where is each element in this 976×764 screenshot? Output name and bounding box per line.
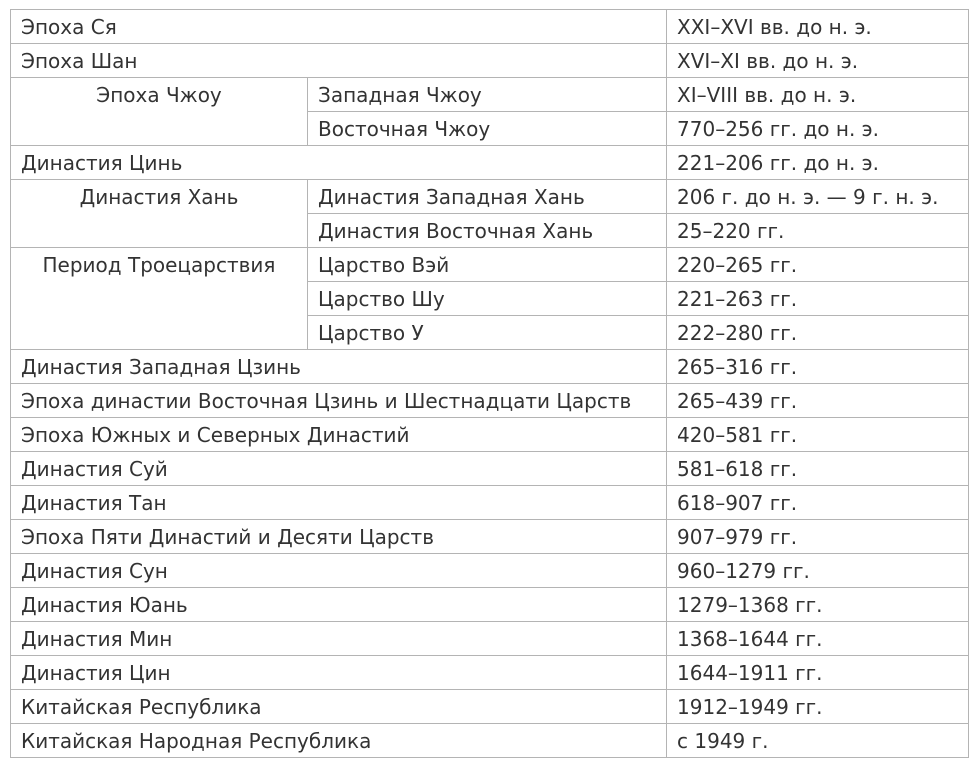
table-row xyxy=(11,78,969,112)
sub-era-cell: Царство Вэй xyxy=(308,248,667,282)
table-row xyxy=(11,10,969,44)
period-cell: XI–VIII вв. до н. э. xyxy=(667,78,969,112)
table-row xyxy=(11,180,969,214)
table-row xyxy=(11,588,969,622)
period-cell: 420–581 гг. xyxy=(667,418,969,452)
table-row xyxy=(11,418,969,452)
period-cell: 222–280 гг. xyxy=(667,316,969,350)
table-row xyxy=(11,622,969,656)
era-cell: Эпоха Ся xyxy=(11,10,667,44)
era-cell: Династия Тан xyxy=(11,486,667,520)
table-row xyxy=(11,724,969,758)
table-row xyxy=(11,146,969,180)
dynasty-table xyxy=(10,9,969,758)
era-cell: Династия Мин xyxy=(11,622,667,656)
period-cell: 960–1279 гг. xyxy=(667,554,969,588)
period-cell: 265–439 гг. xyxy=(667,384,969,418)
period-cell: 221–206 гг. до н. э. xyxy=(667,146,969,180)
era-cell: Эпоха Пяти Династий и Десяти Царств xyxy=(11,520,667,554)
era-cell: Эпоха Шан xyxy=(11,44,667,78)
era-cell: Династия Цинь xyxy=(11,146,667,180)
era-cell: Китайская Народная Республика xyxy=(11,724,667,758)
table-row xyxy=(11,690,969,724)
period-cell: 907–979 гг. xyxy=(667,520,969,554)
era-cell: Династия Хань xyxy=(11,180,308,248)
era-cell: Династия Цин xyxy=(11,656,667,690)
sub-era-cell: Западная Чжоу xyxy=(308,78,667,112)
era-cell: Китайская Республика xyxy=(11,690,667,724)
period-cell: 206 г. до н. э. — 9 г. н. э. xyxy=(667,180,969,214)
table-row xyxy=(11,656,969,690)
period-cell: 1912–1949 гг. xyxy=(667,690,969,724)
table-row xyxy=(11,452,969,486)
period-cell: 25–220 гг. xyxy=(667,214,969,248)
period-cell: 265–316 гг. xyxy=(667,350,969,384)
era-cell: Эпоха Южных и Северных Династий xyxy=(11,418,667,452)
period-cell: 221–263 гг. xyxy=(667,282,969,316)
table-row xyxy=(11,486,969,520)
era-cell: Династия Суй xyxy=(11,452,667,486)
period-cell: 1279–1368 гг. xyxy=(667,588,969,622)
period-cell: 220–265 гг. xyxy=(667,248,969,282)
sub-era-cell: Царство У xyxy=(308,316,667,350)
table-row xyxy=(11,554,969,588)
table-row xyxy=(11,44,969,78)
era-cell: Эпоха Чжоу xyxy=(11,78,308,146)
era-cell: Династия Юань xyxy=(11,588,667,622)
table-row xyxy=(11,384,969,418)
sub-era-cell: Восточная Чжоу xyxy=(308,112,667,146)
period-cell: 770–256 гг. до н. э. xyxy=(667,112,969,146)
period-cell: с 1949 г. xyxy=(667,724,969,758)
period-cell: 1368–1644 гг. xyxy=(667,622,969,656)
period-cell: 581–618 гг. xyxy=(667,452,969,486)
era-cell: Династия Сун xyxy=(11,554,667,588)
era-cell: Эпоха династии Восточная Цзинь и Шестнадцати Царств xyxy=(11,384,667,418)
era-cell: Династия Западная Цзинь xyxy=(11,350,667,384)
period-cell: 1644–1911 гг. xyxy=(667,656,969,690)
table-row xyxy=(11,520,969,554)
period-cell: XXI–XVI вв. до н. э. xyxy=(667,10,969,44)
sub-era-cell: Династия Восточная Хань xyxy=(308,214,667,248)
era-cell: Период Троецарствия xyxy=(11,248,308,350)
sub-era-cell: Династия Западная Хань xyxy=(308,180,667,214)
sub-era-cell: Царство Шу xyxy=(308,282,667,316)
table-row xyxy=(11,350,969,384)
table-row xyxy=(11,248,969,282)
period-cell: XVI–XI вв. до н. э. xyxy=(667,44,969,78)
period-cell: 618–907 гг. xyxy=(667,486,969,520)
